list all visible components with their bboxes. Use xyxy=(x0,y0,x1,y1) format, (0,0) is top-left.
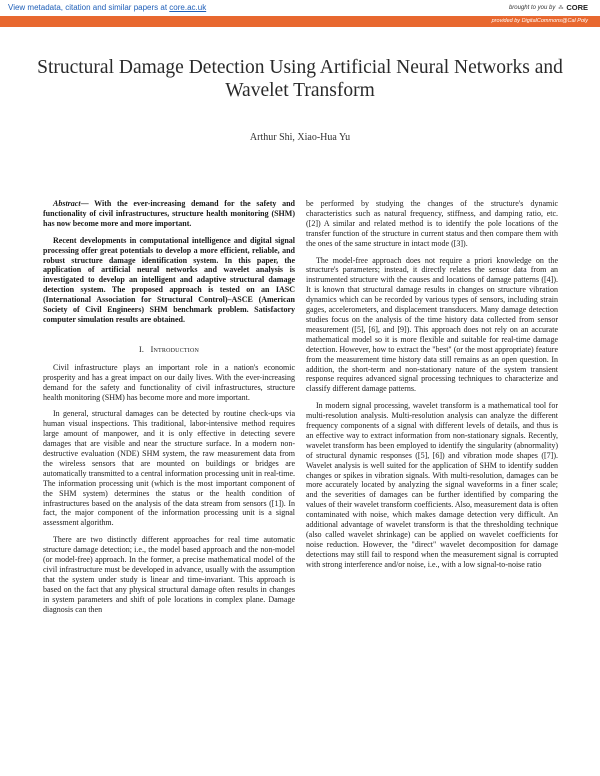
paper-authors: Arthur Shi, Xiao-Hua Yu xyxy=(249,132,351,143)
top-banner xyxy=(0,0,600,16)
body-paragraph: In modern signal processing, wavelet transform is a mathematical tool for multi-resolution analysis. Multi-resolution analysis can analyze the different frequency components of a signal with different levels of details, and thus is an effective way to extract information from non-stationary signals. Recently, wavelet transform has been employed to identify the singularity (abnormality) of structural dynamic responses ([5], [6]) and vibration mode shapes ([7]). Wavelet analysis is well suited for the application of SHM to identify sudden changes or spikes in vibration signals. With multi-resolution, damages can be more accurately located by analyzing the signal waveforms in a finer scale; and the severities of damages can be further identified by comparing the values of their wavelet transform coefficients. Also, measurement data is often contaminated with noise, which makes damage detection very difficult. An additional advantage of wavelet transform is that the thresholding technique (also called wavelet shrinkage) can be applied on wavelet coefficients for noise reduction. However, the "direct" wavelet decomposition for damage detections may still fail to respond when the measurement signal is corrupted with strong interference and/or noise, i.e., with a low signal-to-noise ratio xyxy=(306,401,558,569)
metadata-notice xyxy=(8,3,206,12)
body-paragraph: The model-free approach does not require a priori knowledge on the structure's parameters; instead, it directly relates the sensor data from an instrumented structure with the causes and locations of damage patterns ([4]). It is known that structural damage results in changes on structure vibration dynamics which can be recorded by various types of sensors, including strain gages, accelerometers, and displacement transducers. Many damage detection studies focus on the analysis of the time history data collected from sensor measurement ([5], [6], and [9]). This approach does not rely on an accurate mathematical model so it is more flexible and suitable for real-time damage detection. However, how to extract the "best" (or the most appropriate) feature from the measurement time history data still remains as an open question. In addition, the short-term and non-stationary nature of the system transient response requires advanced signal processing techniques to characterize and classify different damage patterns. xyxy=(306,255,558,394)
abstract-text-1: — With the ever-increasing demand for the safety and functionality of civil infrastructures, structure health monitoring (SHM) has now become more and more important. xyxy=(43,199,295,228)
section-numeral: I. xyxy=(138,344,145,354)
abstract xyxy=(43,199,295,325)
core-ac-uk-link[interactable]: core.ac.uk xyxy=(169,3,207,12)
provided-by-link[interactable]: provided by DigitalCommons@Cal Poly xyxy=(491,17,588,24)
provider-banner xyxy=(0,16,600,27)
brought-by-core[interactable] xyxy=(509,3,588,12)
right-column xyxy=(306,199,558,577)
metadata-text: View metadata, citation and similar papers at xyxy=(8,3,170,12)
abstract-paragraph-2: Recent developments in computational intelligence and digital signal processing offer great potentials to develop a more efficient, reliable, and robust structure damage identification system. In this paper, the application of artificial neural networks and wavelet analysis is investigated to develop an intelligent and adaptive structural damage detection system. The proposed approach is tested on an IASC (International Association for Structural Control)–ASCE (American Society of Civil Engineers) SHM benchmark problem. Satisfactory computer simulation results are obtained. xyxy=(43,235,295,324)
body-paragraph: be performed by studying the changes of the structure's dynamic characteristics such as natural frequency, stiffness, and damping ratio, etc. ([2]) A similar and related method is to identify the pole locations of the transfer function of the structure in current status and then compare them with the ones of the same structure in intact mode ([3]). xyxy=(306,199,558,248)
core-logo: CORE xyxy=(566,3,588,12)
body-paragraph: There are two distinctly different approaches for real time automatic structure damage detection; i.e., the model based approach and the non-model (or model-free) approach. In the former, a precise mathematical model of the civil infrastructure must be developed in advance, usually with the assumption that the system under study is linear and time-invariant. This approach is based on the fact that any physical structural damage often results in changes in system parameters and shift of pole locations in complex plane. Damage diagnosis can then xyxy=(43,535,295,614)
left-column xyxy=(43,199,295,622)
section-title-rest: ntroduction xyxy=(153,344,200,354)
core-logo-icon: ⁂ xyxy=(558,4,564,11)
section-first-letter: I xyxy=(150,344,154,354)
abstract-label: Abstract xyxy=(53,199,81,208)
body-paragraph: Civil infrastructure plays an important role in a nation's economic prosperity and has a great impact on our daily lives. With the ever-increasing demand for the safety and functionality of civil infrastructures, structure health monitoring (SHM) has become more and more important. xyxy=(43,362,295,402)
section-heading-introduction xyxy=(43,345,295,355)
body-paragraph: In general, structural damages can be detected by routine check-ups via human visual inspections. This traditional, labor-intensive method requires large amount of manpower, and it is only effective in detecting severe damages that are visible and near the structure surface. In a modern non-destructive evaluation (NDE) SHM system, the raw measurement data from the wireless sensors that are mounted on buildings or bridges are automatically transmitted to a central information processing unit in real-time. The information processing unit (which is the most important component of the SHM system) determines the status or the health condition of infrastructures based on the analysis of the data stream from sensors ([1]). In fact, the major component of the information processing unit is a signal assessment algorithm. xyxy=(43,409,295,528)
paper-title: Structural Damage Detection Using Artificial Neural Networks and Wavelet Transform xyxy=(37,57,563,101)
brought-by-text: brought to you by xyxy=(508,4,556,11)
abstract-paragraph-1 xyxy=(43,199,295,229)
